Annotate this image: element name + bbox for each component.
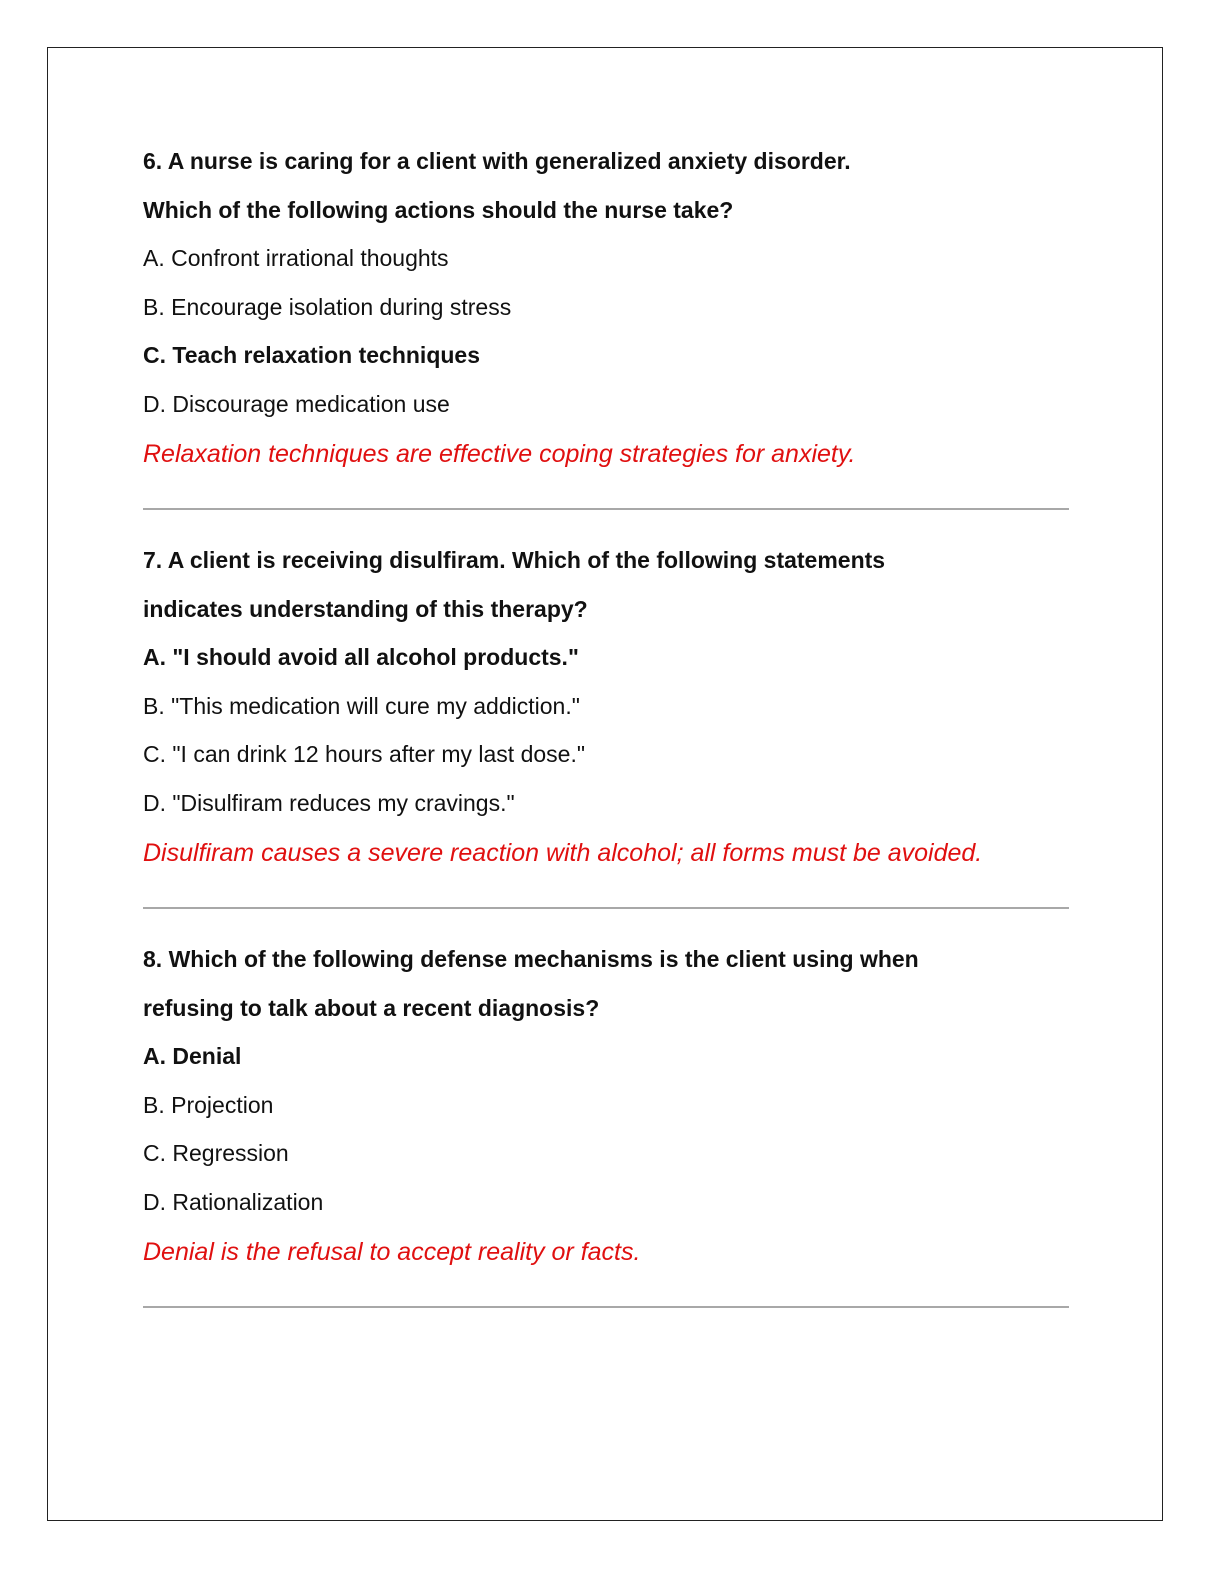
answer-option: B. Projection	[143, 1091, 274, 1118]
document-content	[143, 137, 1071, 1308]
rationale-text: Disulfiram causes a severe reaction with alcohol; all forms must be avoided.	[143, 839, 983, 867]
question-text-line: indicates understanding of this therapy?	[143, 595, 588, 622]
question-text-line: refusing to talk about a recent diagnosis?	[143, 994, 600, 1021]
question-text-line: 6. A nurse is caring for a client with generalized anxiety disorder.	[143, 148, 851, 174]
rationale-text: Denial is the refusal to accept reality or facts.	[143, 1238, 641, 1266]
answer-option: D. Discourage medication use	[143, 390, 450, 417]
answer-option: C. "I can drink 12 hours after my last dose."	[143, 741, 586, 767]
answer-option: D. "Disulfiram reduces my cravings."	[143, 789, 515, 816]
correct-answer-option: C. Teach relaxation techniques	[143, 342, 481, 368]
question-7	[143, 536, 1071, 879]
question-text-line: Which of the following actions should the nurse take?	[143, 196, 734, 223]
question-text-line: 7. A client is receiving disulfiram. Which of the following statements	[143, 547, 886, 573]
answer-option: B. "This medication will cure my addiction."	[143, 692, 580, 719]
question-8	[143, 935, 1071, 1278]
answer-option: A. Confront irrational thoughts	[143, 245, 449, 271]
answer-option: B. Encourage isolation during stress	[143, 293, 512, 320]
rationale-text: Relaxation techniques are effective coping strategies for anxiety.	[143, 440, 856, 468]
question-text-line: 8. Which of the following defense mechanisms is the client using when	[143, 946, 919, 972]
correct-answer-option: A. "I should avoid all alcohol products."	[143, 644, 579, 670]
section-divider	[143, 1306, 1069, 1308]
question-6	[143, 137, 1071, 480]
correct-answer-option: A. Denial	[143, 1043, 242, 1069]
answer-option: C. Regression	[143, 1140, 289, 1166]
answer-option: D. Rationalization	[143, 1188, 324, 1215]
